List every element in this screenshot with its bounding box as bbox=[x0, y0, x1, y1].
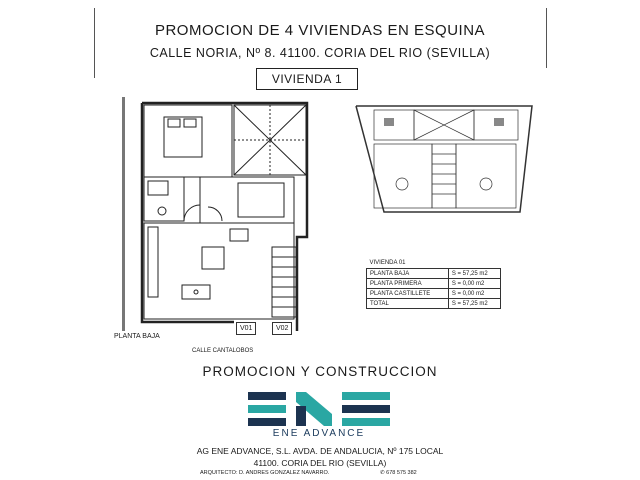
row-value: S = 57,25 m2 bbox=[448, 299, 500, 309]
row-label: PLANTA BAJA bbox=[367, 269, 449, 279]
table-row bbox=[367, 279, 501, 289]
row-value: S = 0,00 m2 bbox=[448, 279, 500, 289]
phone-text: 678 575 382 bbox=[386, 470, 417, 476]
page-address: CALLE NORIA, Nº 8. 41100. CORIA DEL RIO (SEVILLA) bbox=[149, 46, 491, 60]
company-address-line1: AG ENE ADVANCE, S.L. AVDA. DE ANDALUCIA, Nº 175 LOCAL bbox=[196, 446, 444, 456]
area-table bbox=[366, 258, 501, 309]
table-row bbox=[367, 269, 501, 279]
company-header: PROMOCION Y CONSTRUCCION bbox=[202, 364, 438, 379]
floor-plan-drawing bbox=[122, 97, 332, 331]
row-label: PLANTA PRIMERA bbox=[367, 279, 449, 289]
floor-label: PLANTA BAJA bbox=[114, 333, 160, 340]
row-value: S = 0,00 m2 bbox=[448, 289, 500, 299]
table-row bbox=[367, 289, 501, 299]
area-table-title: VIVIENDA 01 bbox=[369, 259, 406, 266]
row-label: PLANTA CASTILLETE bbox=[367, 289, 449, 299]
phone-number: ✆ 678 575 382 bbox=[380, 470, 417, 476]
tag-v01: V01 bbox=[236, 322, 256, 335]
company-logo bbox=[248, 392, 390, 426]
architect-credit: ARQUITECTO: D. ANDRES GONZALEZ NAVARRO. bbox=[200, 470, 330, 476]
row-label: TOTAL bbox=[367, 299, 449, 309]
unit-label-box: VIVIENDA 1 bbox=[256, 68, 358, 90]
row-value: S = 57,25 m2 bbox=[448, 269, 500, 279]
frame-line-left bbox=[94, 8, 95, 78]
tag-v02: V02 bbox=[272, 322, 292, 335]
logo-wordmark: ENE ADVANCE bbox=[272, 428, 366, 439]
building-key-plan bbox=[354, 104, 534, 214]
page-title: PROMOCION DE 4 VIVIENDAS EN ESQUINA bbox=[154, 22, 486, 39]
street-label: CALLE CANTALOBOS bbox=[192, 348, 254, 354]
company-address-line2: 41100. CORIA DEL RIO (SEVILLA) bbox=[253, 458, 387, 468]
table-row bbox=[367, 299, 501, 309]
